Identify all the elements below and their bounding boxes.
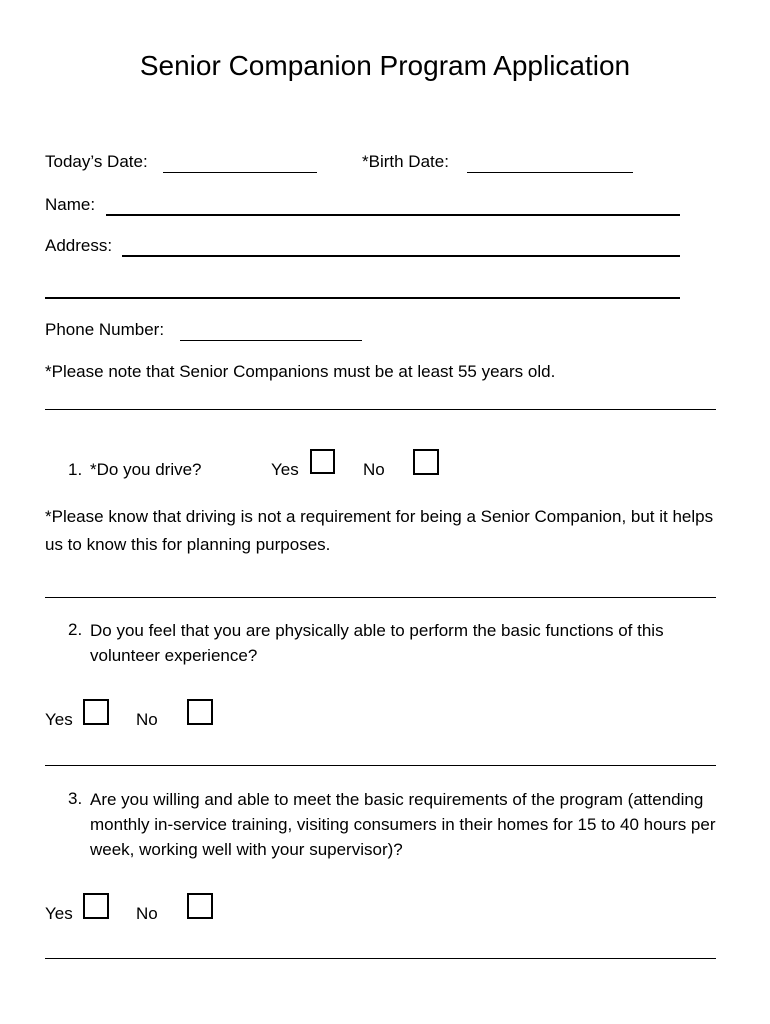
question-2-no-checkbox[interactable] bbox=[187, 699, 213, 725]
question-1-yes-label: Yes bbox=[271, 460, 299, 479]
birth-date-input[interactable] bbox=[469, 150, 631, 172]
question-1-yes-checkbox[interactable] bbox=[310, 449, 335, 474]
page-title: Senior Companion Program Application bbox=[139, 50, 631, 81]
question-3-text: Are you willing and able to meet the basic requirements of the program (attending monthly in-service training, visiting consumers in their homes for 15 to 40 hours per week, working well with your supervisor)? bbox=[90, 790, 716, 859]
address-label: Address: bbox=[45, 236, 113, 255]
birth-date-label: *Birth Date: bbox=[362, 152, 449, 171]
address-input-2[interactable] bbox=[47, 274, 678, 296]
todays-date-line bbox=[163, 172, 317, 173]
question-2-number: 2. bbox=[68, 620, 83, 639]
address-input-1[interactable] bbox=[124, 232, 678, 254]
birth-date-line bbox=[467, 172, 633, 173]
separator-line bbox=[45, 597, 716, 598]
question-3-no-label: No bbox=[136, 904, 158, 923]
question-3-yes-checkbox[interactable] bbox=[83, 893, 109, 919]
name-line bbox=[106, 214, 680, 216]
question-1-number: 1. bbox=[68, 460, 83, 479]
question-3-yes-label: Yes bbox=[45, 904, 73, 923]
question-2-yes-label: Yes bbox=[45, 710, 73, 729]
question-2-no-label: No bbox=[136, 710, 158, 729]
question-1-text: *Do you drive? bbox=[90, 460, 202, 479]
address-line-2 bbox=[45, 297, 680, 299]
todays-date-label: Today’s Date: bbox=[45, 152, 148, 171]
phone-line bbox=[180, 340, 362, 341]
question-2-yes-checkbox[interactable] bbox=[83, 699, 109, 725]
question-2-text: Do you feel that you are physically able to perform the basic functions of this volunteer experience? bbox=[90, 621, 664, 665]
separator-line bbox=[45, 958, 716, 959]
name-label: Name: bbox=[45, 195, 96, 214]
todays-date-input[interactable] bbox=[165, 150, 315, 172]
question-3-number: 3. bbox=[68, 789, 83, 808]
question-1-note: *Please know that driving is not a requirement for being a Senior Companion, but it helps us to know this for planning purposes. bbox=[45, 507, 714, 554]
age-note: *Please note that Senior Companions must be at least 55 years old. bbox=[45, 362, 556, 381]
question-3-no-checkbox[interactable] bbox=[187, 893, 213, 919]
question-1-no-label: No bbox=[363, 460, 385, 479]
address-line-1 bbox=[122, 255, 680, 257]
name-input[interactable] bbox=[108, 191, 678, 213]
separator-line bbox=[45, 409, 716, 410]
separator-line bbox=[45, 765, 716, 766]
phone-label: Phone Number: bbox=[45, 320, 165, 339]
question-1-no-checkbox[interactable] bbox=[413, 449, 439, 475]
phone-input[interactable] bbox=[182, 318, 360, 340]
